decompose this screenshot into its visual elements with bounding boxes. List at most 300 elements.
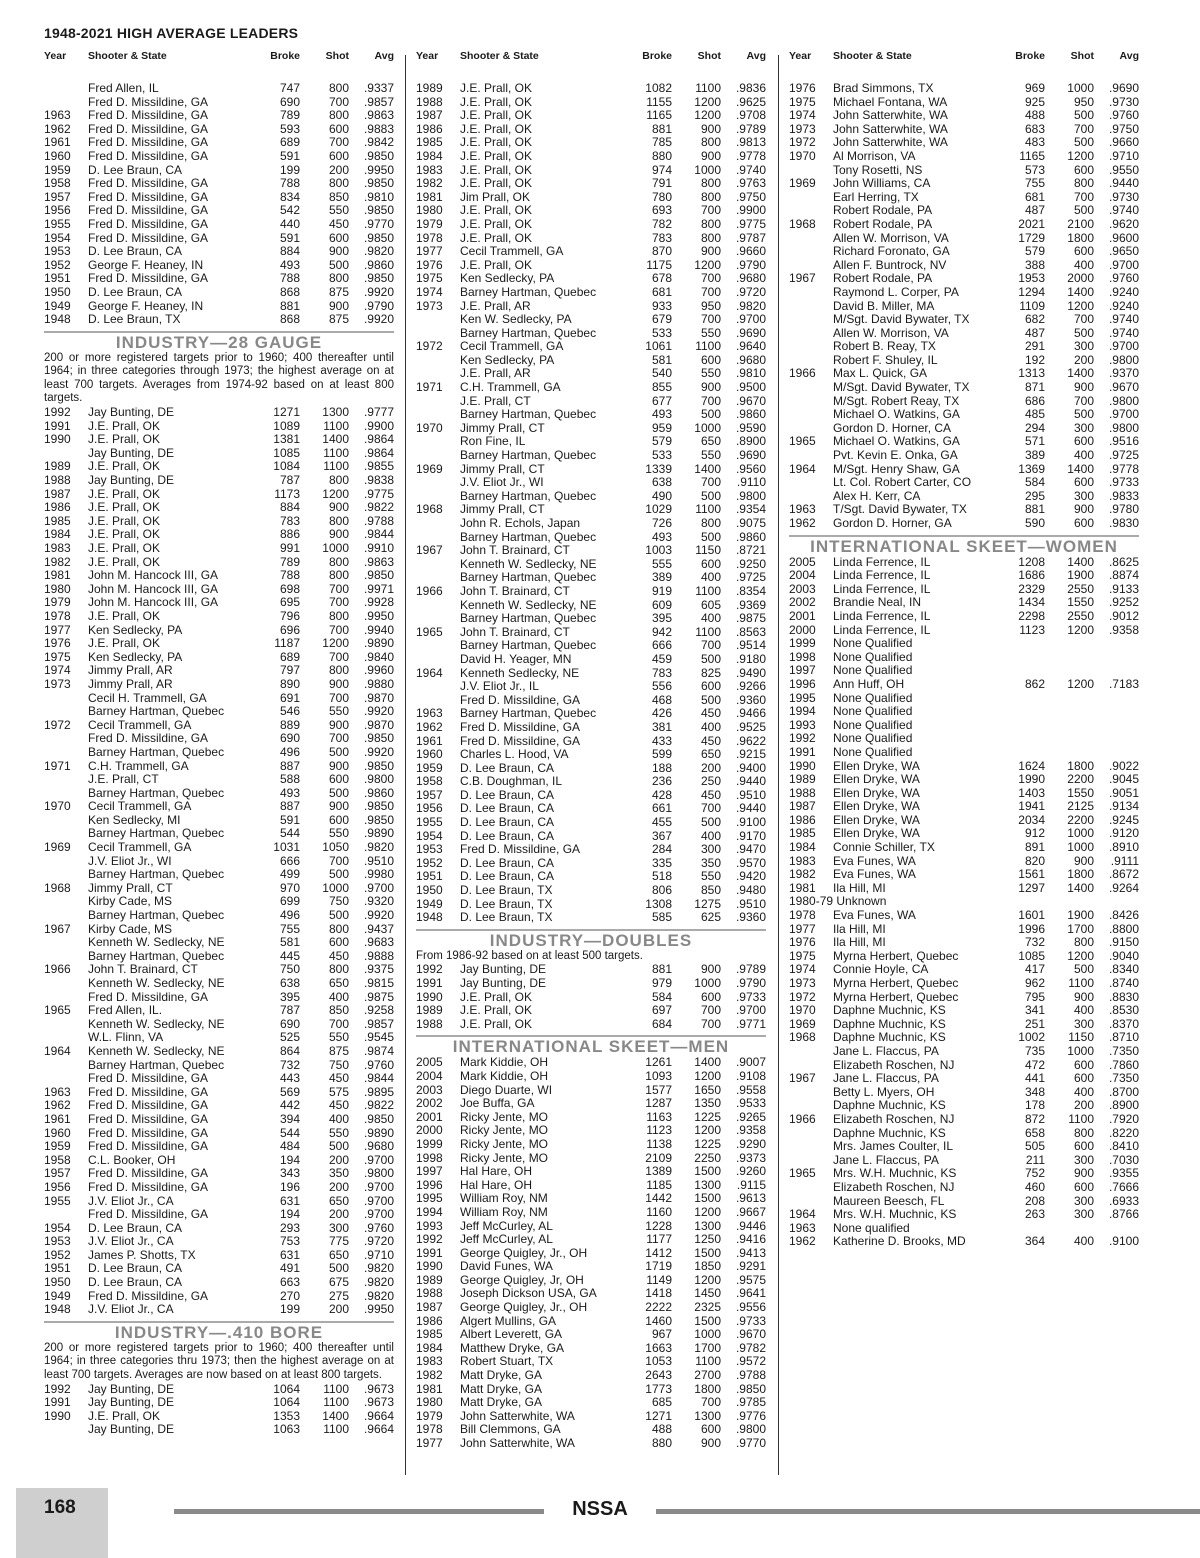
broke-cell: 690 — [279, 94, 300, 109]
shooter-cell: J.E. Prall, OK — [88, 527, 161, 542]
year-cell: 1970 — [416, 420, 443, 435]
broke-cell: 593 — [279, 121, 300, 136]
table-row — [44, 1154, 394, 1168]
shot-cell: 2200 — [1067, 772, 1094, 787]
year-cell — [789, 1195, 833, 1209]
table-row — [44, 624, 394, 638]
broke-cell: 912 — [1024, 826, 1045, 841]
shooter-cell: Connie Schiller, TX — [833, 840, 935, 855]
shot-cell: 550 — [328, 1030, 349, 1045]
year-cell: 1969 — [416, 461, 443, 476]
broke-cell: 518 — [651, 869, 672, 884]
broke-cell: 1271 — [273, 405, 300, 420]
shot-cell: 1225 — [694, 1136, 721, 1151]
avg-cell: .9720 — [735, 284, 766, 299]
section-heading: INTERNATIONAL SKEET—WOMEN — [789, 535, 1139, 556]
year-cell — [416, 612, 460, 626]
year-cell — [416, 694, 460, 708]
year-cell: 2003 — [789, 581, 816, 596]
avg-cell: .9815 — [363, 976, 394, 990]
shot-cell: 200 — [328, 1302, 349, 1317]
year-cell: 1988 — [44, 473, 71, 488]
shooter-cell: J.E. Prall, OK — [460, 1003, 533, 1018]
table-row — [416, 1206, 766, 1220]
broke-cell: 638 — [279, 976, 300, 990]
year-cell: 1988 — [416, 1016, 443, 1031]
shooter-cell: D. Lee Braun, CA — [88, 1275, 183, 1290]
shooter-cell: J.E. Prall, OK — [88, 486, 161, 501]
shot-cell: 900 — [700, 121, 721, 136]
shooter-cell: J.E. Prall, OK — [88, 513, 161, 528]
year-cell: 1994 — [416, 1204, 443, 1219]
shot-cell: 600 — [700, 1422, 721, 1437]
broke-cell: 1996 — [1018, 921, 1045, 936]
year-cell: 1953 — [416, 842, 443, 857]
broke-cell: 1729 — [1018, 230, 1045, 245]
avg-cell: .9045 — [1108, 772, 1139, 787]
header-shooter: Shooter & State — [88, 50, 167, 62]
shot-cell: 850 — [328, 1003, 349, 1018]
year-cell: 1974 — [789, 962, 816, 977]
year-cell: 1989 — [416, 81, 443, 95]
avg-cell — [1094, 692, 1139, 706]
year-cell: 1990 — [789, 758, 816, 773]
shot-cell: 300 — [1073, 1152, 1094, 1167]
table-row — [44, 1303, 394, 1317]
shot-cell: 600 — [328, 148, 349, 163]
table-row — [416, 585, 766, 599]
year-cell: 1950 — [416, 883, 443, 898]
table-row — [789, 787, 1139, 801]
broke-cell: 343 — [279, 1166, 300, 1181]
shooter-cell: Jimmy Prall, CT — [460, 502, 545, 517]
table-row — [789, 692, 1139, 706]
header-shot: Shot — [325, 50, 349, 62]
broke-cell: 689 — [279, 649, 300, 664]
shot-cell: 400 — [1073, 257, 1094, 272]
year-cell — [789, 1127, 833, 1141]
shot-cell: 700 — [700, 203, 721, 218]
shot-cell: 1800 — [1067, 867, 1094, 882]
shooter-cell: Barney Hartman, Quebec — [460, 448, 597, 463]
shooter-cell: Fred D. Missildine, GA — [88, 1084, 209, 1099]
table-row — [416, 408, 766, 422]
year-cell: 1976 — [416, 257, 443, 272]
broke-cell: 542 — [279, 203, 300, 218]
shot-cell: 650 — [328, 1193, 349, 1208]
table-row — [44, 191, 394, 205]
avg-cell: .8900 — [735, 434, 766, 449]
shot-cell: 600 — [700, 352, 721, 367]
broke-cell: 199 — [279, 1302, 300, 1317]
shooter-cell: Barney Hartman, Quebec — [460, 488, 597, 503]
table-row — [44, 610, 394, 624]
shooter-cell: John Williams, CA — [833, 176, 931, 191]
broke-cell: 1084 — [273, 459, 300, 474]
shooter-cell: Mrs. W.H. Muchnic, KS — [833, 1166, 957, 1181]
shot-cell: 600 — [328, 230, 349, 245]
shot-cell: 800 — [328, 921, 349, 936]
shooter-cell: Mark Kiddie, OH — [460, 1068, 549, 1083]
table-row — [416, 843, 766, 857]
footer-rule-left — [174, 1509, 544, 1514]
shooter-cell: Barney Hartman, Quebec — [460, 611, 597, 626]
avg-cell: .9788 — [363, 513, 394, 528]
shooter-cell: D. Lee Braun, CA — [88, 1261, 183, 1276]
shooter-cell: J.V. Eliot Jr., IL — [460, 679, 539, 694]
table-row — [789, 150, 1139, 164]
shooter-cell: Barney Hartman, Quebec — [460, 570, 597, 585]
shooter-cell: J.E. Prall, OK — [460, 121, 533, 136]
shot-cell: 400 — [1073, 1084, 1094, 1099]
table-row — [789, 841, 1139, 855]
table-row — [416, 1152, 766, 1166]
shooter-cell: Barney Hartman, Quebec — [88, 948, 225, 963]
table-row — [789, 868, 1139, 882]
shooter-cell: Eva Funes, WA — [833, 853, 916, 868]
shot-cell: 400 — [700, 570, 721, 585]
shooter-cell: Fred D. Missildine, GA — [88, 108, 209, 123]
table-row — [789, 517, 1139, 531]
shot-cell: 800 — [700, 135, 721, 150]
avg-cell: .9440 — [1108, 176, 1139, 191]
year-cell: 1955 — [44, 1193, 71, 1208]
avg-cell: .8740 — [1108, 976, 1139, 990]
shooter-cell: Daphne Muchnic, KS — [833, 1003, 946, 1018]
avg-cell: .9822 — [363, 500, 394, 515]
year-cell — [416, 517, 460, 531]
year-cell: 2001 — [789, 608, 816, 623]
shot-cell: 1450 — [694, 1286, 721, 1301]
shot-cell: 900 — [328, 298, 349, 313]
broke-cell: 690 — [279, 731, 300, 746]
avg-cell: .9600 — [1108, 230, 1139, 245]
year-cell — [44, 827, 88, 841]
shooter-cell: Albert Leverett, GA — [460, 1327, 563, 1342]
year-cell — [44, 705, 88, 719]
shooter-cell: Fred D. Missildine, GA — [88, 203, 209, 218]
shooter-cell: Kenneth Sedlecky, NE — [460, 665, 580, 680]
shooter-cell: Joseph Dickson USA, GA — [460, 1286, 597, 1301]
shot-cell: 1200 — [1067, 148, 1094, 163]
year-cell — [789, 490, 833, 504]
table-row — [789, 300, 1139, 314]
year-cell: 1969 — [44, 840, 71, 855]
shooter-cell: Michael O. Watkins, GA — [833, 407, 960, 422]
shot-cell: 600 — [1073, 434, 1094, 449]
table-row — [789, 895, 1139, 909]
year-cell: 1971 — [44, 758, 71, 773]
table-row — [789, 664, 1139, 678]
avg-cell: .8370 — [1108, 1016, 1139, 1031]
table-row — [789, 191, 1139, 205]
avg-cell: .9874 — [363, 1043, 394, 1058]
broke-cell: 788 — [279, 176, 300, 191]
avg-cell: .9252 — [1108, 595, 1139, 610]
table-row — [416, 1018, 766, 1032]
shot-cell: 1000 — [322, 880, 349, 895]
year-cell: 2005 — [789, 554, 816, 569]
shot-cell: 1400 — [1067, 366, 1094, 381]
shooter-cell: Ila Hill, MI — [833, 921, 886, 936]
broke-cell: 755 — [279, 921, 300, 936]
broke-cell: 483 — [1024, 135, 1045, 150]
broke-cell: 591 — [279, 148, 300, 163]
shooter-cell: J.E. Prall, OK — [88, 554, 161, 569]
shot-cell: 500 — [328, 867, 349, 882]
shooter-cell: D. Lee Braun, CA — [460, 801, 555, 816]
broke-cell: 1155 — [646, 94, 672, 109]
year-cell — [789, 1059, 833, 1073]
shot-cell: 900 — [1073, 989, 1094, 1004]
shooter-cell: D. Lee Braun, CA — [88, 244, 183, 259]
avg-cell: .9860 — [363, 785, 394, 800]
year-cell: 1980 — [44, 581, 71, 596]
table-row — [789, 1235, 1139, 1249]
year-cell — [44, 855, 88, 869]
avg-cell: .9890 — [363, 636, 394, 651]
avg-cell: .9830 — [1108, 516, 1139, 530]
shot-cell: 800 — [700, 189, 721, 204]
year-cell — [416, 367, 460, 381]
table-row — [44, 501, 394, 515]
page-title: 1948-2021 HIGH AVERAGE LEADERS — [44, 25, 299, 41]
broke-cell: 1003 — [645, 543, 672, 558]
year-cell: 1960 — [416, 747, 443, 762]
table-row — [416, 449, 766, 463]
shooter-cell: Ann Huff, OH — [833, 676, 905, 691]
broke-cell: 579 — [1024, 244, 1045, 259]
avg-cell: .9920 — [363, 704, 394, 719]
shooter-cell: J.V. Eliot Jr., CA — [88, 1302, 174, 1317]
broke-cell: 493 — [651, 529, 672, 544]
shot-cell — [1045, 1222, 1094, 1236]
table-row — [416, 1192, 766, 1206]
broke-cell: 884 — [279, 244, 300, 259]
table-row — [44, 406, 394, 420]
broke-cell: 341 — [1024, 1003, 1045, 1018]
year-cell: 1986 — [789, 812, 816, 827]
broke-cell: 493 — [279, 785, 300, 800]
broke-cell: 889 — [279, 717, 300, 732]
shot-cell: 900 — [700, 962, 721, 977]
table-row — [44, 1004, 394, 1018]
broke-cell: 890 — [279, 676, 300, 691]
broke-cell: 441 — [1024, 1071, 1045, 1086]
year-cell — [416, 354, 460, 368]
broke-cell: 1313 — [1018, 366, 1045, 381]
table-row — [44, 1383, 394, 1397]
table-row — [789, 950, 1139, 964]
broke-cell: 691 — [279, 690, 300, 705]
shooter-cell: Jane L. Flaccus, PA — [833, 1071, 939, 1086]
table-row — [416, 775, 766, 789]
year-cell — [789, 1154, 833, 1168]
broke-cell: 236 — [651, 774, 672, 789]
avg-cell: .7860 — [1108, 1057, 1139, 1072]
shot-cell: 1850 — [694, 1259, 721, 1274]
year-cell: 1972 — [416, 339, 443, 354]
year-cell — [44, 692, 88, 706]
avg-cell: .9673 — [363, 1381, 394, 1396]
broke-cell: 783 — [651, 230, 672, 245]
shot-cell: 250 — [700, 774, 721, 789]
header-shot: Shot — [1070, 50, 1094, 62]
shooter-cell: Fred D. Missildine, GA — [88, 216, 209, 231]
table-row — [416, 884, 766, 898]
broke-cell: 862 — [1024, 676, 1045, 691]
year-cell — [44, 773, 88, 787]
shot-cell: 1800 — [694, 1381, 721, 1396]
broke-cell: 585 — [651, 910, 672, 925]
broke-cell: 681 — [651, 284, 672, 299]
shooter-cell: J.E. Prall, OK — [88, 418, 161, 433]
broke-cell — [993, 895, 1045, 909]
shot-cell: 200 — [328, 162, 349, 177]
avg-cell: .9360 — [735, 910, 766, 925]
table-row — [44, 528, 394, 542]
table-row — [44, 991, 394, 1005]
table-row — [44, 1262, 394, 1276]
shooter-cell: J.E. Prall, OK — [88, 608, 161, 623]
table-row — [44, 1045, 394, 1059]
year-cell: 1987 — [44, 486, 71, 501]
shooter-cell: Connie Hoyle, CA — [833, 962, 929, 977]
shooter-cell: Daphne Muchnic, KS — [833, 1030, 946, 1045]
column-1 — [44, 50, 394, 1437]
broke-cell: 682 — [1024, 312, 1045, 327]
shooter-cell: Eva Funes, WA — [833, 908, 916, 923]
year-cell: 2005 — [416, 1055, 443, 1070]
year-cell: 1967 — [44, 921, 71, 936]
table-row — [416, 367, 766, 381]
shooter-cell: D. Lee Braun, CA — [460, 869, 555, 884]
year-cell: 1978 — [416, 1422, 443, 1437]
shooter-cell: Fred D. Missildine, GA — [88, 1071, 209, 1086]
year-cell: 1992 — [416, 1232, 443, 1247]
year-cell: 1972 — [789, 989, 816, 1004]
year-cell — [789, 1099, 833, 1113]
avg-cell: .9416 — [735, 1232, 766, 1247]
shot-cell: 450 — [700, 733, 721, 748]
shot-cell: 800 — [328, 608, 349, 623]
broke-cell: 726 — [651, 516, 672, 530]
shooter-cell: David H. Yeager, MN — [460, 651, 572, 666]
avg-cell: .9860 — [735, 529, 766, 544]
avg-cell: .9850 — [363, 568, 394, 583]
avg-cell: .9813 — [735, 135, 766, 150]
year-cell: 1967 — [416, 543, 443, 558]
shot-cell: 500 — [328, 785, 349, 800]
avg-cell: .9800 — [363, 772, 394, 787]
avg-cell: .9320 — [363, 894, 394, 909]
broke-cell: 933 — [651, 298, 672, 313]
header-year: Year — [44, 50, 67, 62]
avg-cell: .9776 — [735, 1408, 766, 1423]
section — [44, 331, 394, 1317]
table-row — [44, 1113, 394, 1127]
broke-cell: 1418 — [645, 1286, 672, 1301]
avg-cell: .9670 — [1108, 380, 1139, 395]
avg-cell: .9490 — [735, 665, 766, 680]
table-row — [789, 1195, 1139, 1209]
year-cell: 1990 — [44, 1408, 71, 1423]
table-row — [416, 490, 766, 504]
year-cell: 1969 — [789, 176, 816, 191]
table-row — [44, 692, 394, 706]
shooter-cell: Cecil Trammell, GA — [460, 244, 564, 259]
shooter-cell: J.E. Prall, OK — [460, 176, 533, 191]
year-cell — [789, 449, 833, 463]
avg-cell: .9700 — [363, 1207, 394, 1222]
table-row — [44, 1249, 394, 1263]
header-broke: Broke — [270, 50, 300, 62]
table-row — [416, 1355, 766, 1369]
section-heading: INDUSTRY—28 GAUGE — [44, 331, 394, 352]
shot-cell: 700 — [700, 284, 721, 299]
year-cell: 1964 — [789, 461, 816, 476]
avg-cell: .9725 — [735, 570, 766, 585]
shooter-cell: Elizabeth Roschen, NJ — [833, 1057, 955, 1072]
shot-cell: 275 — [328, 1288, 349, 1303]
table-row — [44, 1167, 394, 1181]
shot-cell: 1200 — [694, 1272, 721, 1287]
year-cell: 1995 — [789, 690, 816, 705]
broke-cell: 546 — [279, 704, 300, 719]
avg-cell: .8721 — [735, 543, 766, 558]
table-row — [789, 136, 1139, 150]
table-row — [416, 748, 766, 762]
shooter-cell: Joe Buffa, GA — [460, 1096, 535, 1111]
table-row — [44, 827, 394, 841]
avg-cell: .9771 — [735, 1016, 766, 1031]
shooter-cell: Ricky Jente, MO — [460, 1150, 549, 1165]
broke-cell: 2298 — [1018, 608, 1045, 623]
year-cell: 1964 — [416, 665, 443, 680]
shot-cell: 1200 — [694, 108, 721, 123]
shot-cell: 600 — [1073, 1071, 1094, 1086]
shooter-cell: John Satterwhite, WA — [833, 121, 948, 136]
broke-cell: 880 — [651, 148, 672, 163]
table-row — [44, 474, 394, 488]
year-cell — [789, 313, 833, 327]
shot-cell — [1045, 719, 1094, 733]
table-row — [416, 1423, 766, 1437]
shooter-cell: Robert B. Reay, TX — [833, 339, 936, 354]
broke-cell: 581 — [651, 352, 672, 367]
avg-cell: .9760 — [363, 1057, 394, 1072]
shot-cell: 2125 — [1067, 799, 1094, 814]
shot-cell: 500 — [700, 529, 721, 544]
avg-cell: .9860 — [735, 407, 766, 422]
shot-cell: 800 — [328, 663, 349, 678]
year-cell: 1950 — [44, 284, 71, 299]
year-cell: 1981 — [416, 1381, 443, 1396]
year-cell: 1984 — [416, 148, 443, 163]
year-cell: 2002 — [416, 1096, 443, 1111]
shot-cell: 700 — [328, 595, 349, 610]
year-cell: 1968 — [789, 216, 816, 231]
shooter-cell: J.E. Prall, OK — [88, 541, 161, 555]
avg-cell: .9700 — [1108, 339, 1139, 354]
column-2 — [416, 50, 766, 1451]
avg-cell: .9110 — [736, 475, 766, 490]
shot-cell: 500 — [1073, 108, 1094, 123]
shot-cell: 2550 — [1067, 581, 1094, 596]
shooter-cell: Fred D. Missildine, GA — [460, 692, 581, 707]
shooter-cell: Cecil Trammell, GA — [460, 339, 564, 354]
avg-cell: .9250 — [735, 556, 766, 571]
